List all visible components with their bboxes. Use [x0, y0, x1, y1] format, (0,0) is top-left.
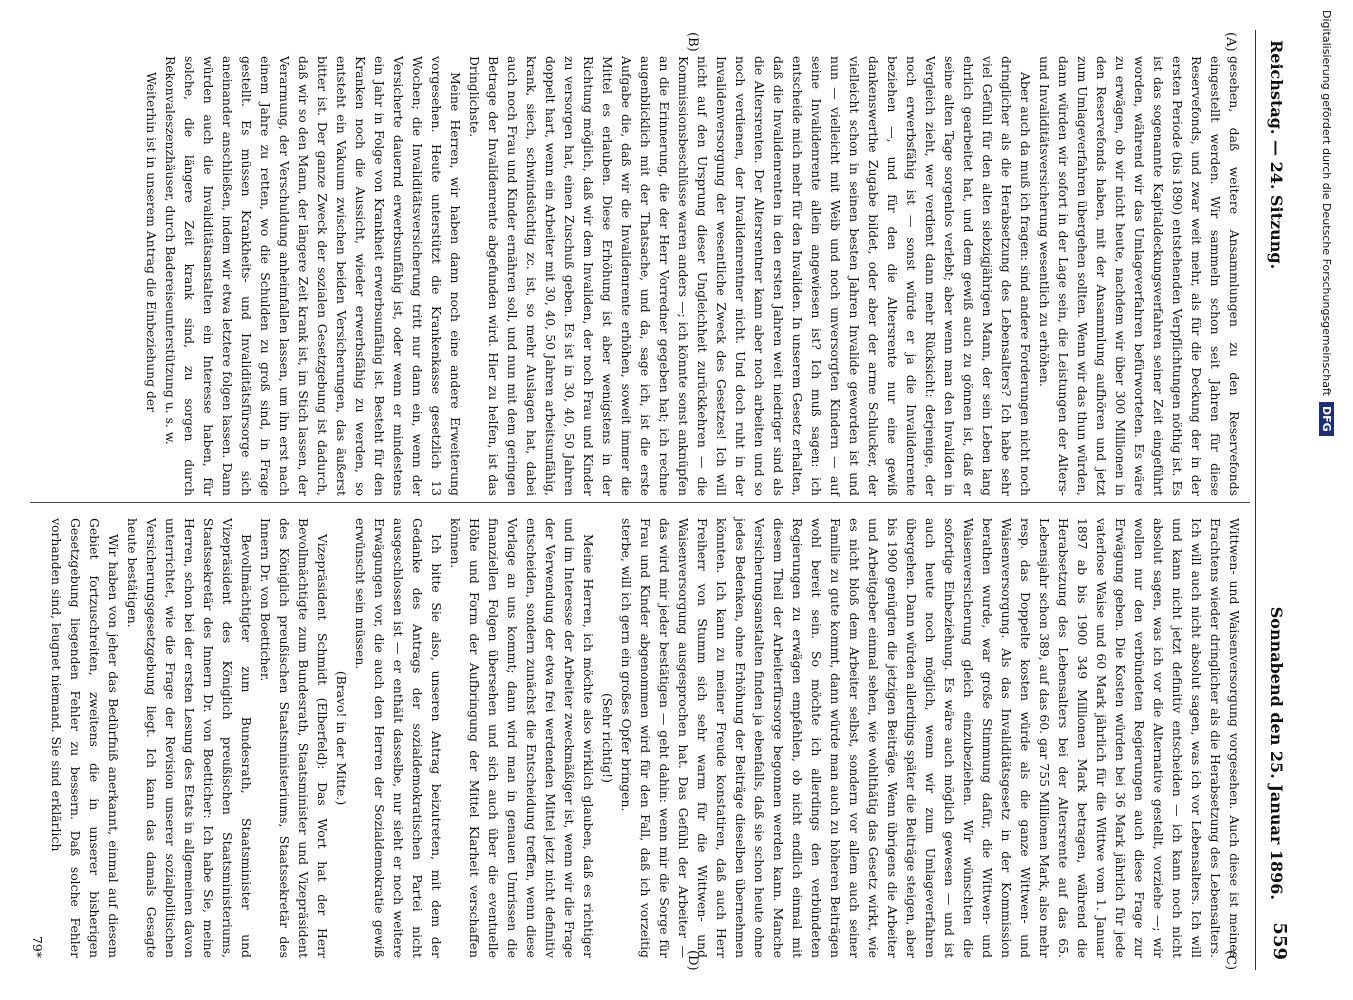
left-column [34, 56, 1244, 496]
rotated-page-content [10, 30, 1300, 970]
paragraph: Aber auch da muß ich fragen: sind andere Forderungen nicht noch dringlicher als die Herabsetzung des Lebensalters? Ich habe sehr viel Gefühl für den alten siebzigjährigen Mann, der sein Leben lang ehrlich gearbeitet hat, und dem gewiß auch zu gönnen ist, daß er seine alten Tage sorgenlos verlebt; aber wenn man den Invaliden in Vergleich zieht, wer verdient dann mehr Rücksicht: derjenige, der noch erwerbsfähig ist — sonst würde er ja die Invalidenrente beziehen —, und für den die Altersrente nur eine gewiß dankenswerthe Zugabe bildet, oder aber der arme Schlucker, der vielleicht schon in seinen besten Jahren Invalide geworden ist und nun — vielleicht mit Weib und noch unversorgten Kindern — auf seine Invalidenrente allein angewiesen ist? Ich muß sagen: ich entscheide mich mehr für den Invaliden. In unserem Gesetz erhalten, daß die Invalidenrenten in den ersten Jahren weit niedriger sind als die Altersrenten. Der Altersrentner kann aber noch arbeiten und so noch verdienen, der Invalidenrentner nicht. Und doch ruht in der Invalidenversorgung der wesentliche Zweck des Gesetzes! Ich will nicht auf den Ursprung dieser Ungleichheit zurückkehren — die Kommissionsbeschlüsse waren anders —; ich könnte sonst anknüpfen an die Erinnerung, die der Herr Vorredner gegeben hat; ich rechne augenblicklich mit der Thatsache, und da, sage ich, ist die erste Aufgabe die, daß wir die Invalidenrente erhöhen, soweit immer die Mittel es erlauben. Diese Erhöhung ist aber wenigstens in der Richtung möglich, daß wir dem Invaliden, der noch Frau und Kinder zu versorgen hat, einen Zuschuß geben. Es ist in 30, 40, 50 Jahren doppelt hart, wenn ein Arbeiter mit 30, 40, 50 Jahren arbeitsunfähig, krank, siech, schwindsüchtig zc. ist, so mehr Auslagen hat, dabei auch noch Frau und Kinder ernähren soll, und nun mit dem geringen Betrage der Invalidenrente abgefunden wird. Hier zu helfen, ist das Dringlichste. [467, 56, 1033, 496]
paragraph: gesehen, daß weitere Ansammlungen zu den Reservefonds eingestellt werden. Wir sammeln schon seit Jahren für diese Reservefonds, und zwar weit mehr, als für die Deckung der in der ersten Periode (bis 1890) entstehenden Verpflichtungen nöthig ist. Es ist das sogenannte Kapitaldeckungsverfahren seiner Zeit eingeführt worden, während wir das Umlageverfahren befürworteten. Es wäre zu erwägen, ob wir nicht heute, nachdem wir über 300 Millionen in den Reservefonds haben, mit der Ansammlung aufhören und jetzt zum Umlageverfahren übergehen sollten. Wenn wir das thun würden, dann würden wir sofort in der Lage sein, die Leistungen der Alters- und Invaliditätsversicherung wesentlich zu erhöhen. [1037, 56, 1242, 496]
paragraph: Bevollmächtigter zum Bundesrath, Staatsminister und Vizepräsident des Königlich preußischen Staatsministeriums, Staatssekretär des Innern Dr. von Boetticher: Ich habe Sie, meine Herren, schon bei der ersten Lesung des Etats in allgemeinen davon unterrichtet, wie die Frage der Revision unserer sozialpolitischen Versicherungsgesetzgebung liegt. Ich kann das damals Gesagte heute bestätigen. [125, 518, 254, 958]
header-session: Reichstag. — 24. Sitzung. [1267, 40, 1286, 270]
interjection: (Sehr richtig!) [600, 693, 615, 783]
page-number: 559 [1269, 922, 1290, 960]
right-column [30, 518, 1244, 958]
paragraph: Meine Herren, ich möchte also wirklich glauben, daß es richtiger und im Interesse der Arbeiter zweckmäßiger ist, wenn wir die Frage der Verwendung der etwa frei werdenden Mittel jetzt nicht definitiv entscheiden, sondern zunächst die Entscheidung treffen, wenn diese Vorlage an uns kommt; dann wird man in genauen Umrissen die finanziellen Folgen übersehen und sich auch über die eventuelle Höhe und Form der Aufbringung der Mittel Klarheit verschaffen können. [448, 518, 596, 958]
page-header [1255, 30, 1300, 970]
paragraph: Meine Herren, wir haben dann noch eine andere Erweiterung vorgesehen. Heute unterstützt die Krankenkasse gesetzlich 13 Wochen; die Invaliditätsversicherung tritt nur dann ein, wenn der Versicherte dauernd erwerbsunfähig ist, oder wenn er mindestens ein Jahr in Folge von Krankheit erwerbsunfähig ist. Besteht für den Kranken noch die Aussicht, wieder erwerbsfähig zu werden, so entsteht ein Vakuum zwischen beiden Versicherungen, das äußerst bitter ist. Der ganze Zweck der sozialen Gesetzgebung ist dadurch, daß wir so den Mann, der längere Zeit krank ist, im Stich lassen, der Verarmung, der Verschuldung anheimfallen lassen, um ihn erst nach einem Jahre zu retten, wo die Schulden zu groß sind, in Frage gestellt. Es müssen Krankheits- und Invaliditätsfürsorge sich aneinander anschließen, indem wir etwa letztere folgen lassen. Dann würden auch die Invaliditätsanstalten ein Interesse haben, für solche, die längere Zeit krank sind, zu sorgen durch Rekonvaleszenzhäuser, durch Badereiseunterstützung u. s. w. [163, 56, 463, 496]
paragraph: Vizepräsident Schmidt (Elberfeld): Das Wort hat der Herr Bevollmächtigte zum Bundesrath, Staatsminister und Vizepräsident des Königlich preußischen Staatsministeriums, Staatssekretär des Innern Dr. von Boetticher. [258, 518, 330, 958]
paragraph: Wir haben von jeher das Bedürfniß anerkannt, einmal auf diesem Gebiet fortzuschreiten, zweitens die in unserer bisherigen Gesetzgebung liegenden Fehler zu bessern. Daß solche Fehler vorhanden sind, leugnet niemand. Sie sind erklärlich [49, 518, 121, 958]
interjection: (Bravo! in der Mitte.) [334, 670, 349, 806]
signature-mark: 79* [30, 936, 45, 958]
paragraph: Ich bitte Sie also, unseren Antrag beizutreten, mit dem der Gedanke des Antrags der sozialdemokratischen Partei nicht ausgeschlossen ist — er enthält dasselbe, nur sieht er noch weitere Erwägungen vor, die auch den Herren der Sozialdemokratie gewiß erwünscht sein müssen. [353, 518, 444, 958]
credit-text: Digitalisierung gefördert durch die Deutsche Forschungsgemeinschaft [1320, 10, 1334, 396]
header-date: Sonnabend den 25. Januar 1896. [1267, 606, 1286, 900]
margin-marker-c: (C) [1223, 950, 1238, 971]
column-divider [30, 502, 1250, 503]
paragraph: Wittwen- und Waisenversorgung vorgesehen. Auch diese ist meines Erachtens wieder dringlicher als die Herabsetzung des Lebensalters. Ich will auch nicht absolut sagen, was ich vor Lebensalters. Ich will und kann nicht jetzt definitiv entscheiden — ich kann noch nicht absolut sagen, was ich vor die Alternative gestellt, vorziehe —; wir wollen nur den verbündeten Regierungen auch diese Frage zur Erwägung geben. Die Kosten würden bei 36 Mark jährlich für jede vaterlose Waise und 60 Mark jährlich für die Wittwe vom 1. Januar 1897 ab bis 1900 349 Millionen Mark betragen, während die Herabsetzung des Lebensalters bei der Altersrente auf das 65. Lebensjahr schon 389, auf das 60. gar 755 Millionen Mark, also mehr resp. das Doppelte kosten würde als die ganze Wittwen- und Waisenversorgung. Als das Invaliditätsgesetz in der Kommission berathen wurde, war große Stimmung dafür, die Wittwen- und Waisenversicherung gleich einzubeziehen. Wir wünschten die sofortige Einbeziehung. Es wäre auch möglich gewesen — und ist auch heute noch möglich, wenn wir zum Umlageverfahren übergehen. Dann würden allerdings später die Beiträge steigen, aber bis 1900 genügten die jetzigen Beiträge. Wenn übrigens die Arbeiter und Arbeitgeber einmal sehen, wie wohlthätig das Gesetz wirkt, wie es nicht bloß dem Arbeiter selbst, sondern vor allem auch seiner Familie zu gute kommt, dann würde man auch zu höheren Beiträgen wohl bereit sein. So möchte ich allerdings den verbündeten Regierungen zu erwägen empfehlen, ob nicht endlich einmal mit diesem Theil der Arbeiterfürsorge begonnen werden kann. Manche Versicherungsanstalten finden ja ebenfalls, daß sie schon heute ohne jedes Bedenken, ohne Erhöhung der Beiträge dieselben übernehmen könnten. Ich kann zu meiner Freude konstatiren, daß auch Herr Freiherr von Stumm sich sehr warm für die Wittwen- und Waisenversorgung ausgesprochen hat. Das Gefühl der Arbeiter — das wird mir jeder bestätigen — geht dahin: wenn mir die Sorge für Frau und Kinder abgenommen wird für den Fall, daß ich vorzeitig sterbe, will ich gern ein großes Opfer bringen. [619, 518, 1242, 958]
digitization-credit [1312, 10, 1342, 990]
margin-marker-d: (D) [685, 950, 700, 971]
paragraph: Weiterhin ist in unserem Antrag die Einbeziehung der [144, 72, 159, 413]
margin-marker-a: (A) [1223, 32, 1238, 52]
margin-marker-b: (B) [685, 32, 700, 52]
dfg-logo: DFG [1320, 402, 1335, 436]
